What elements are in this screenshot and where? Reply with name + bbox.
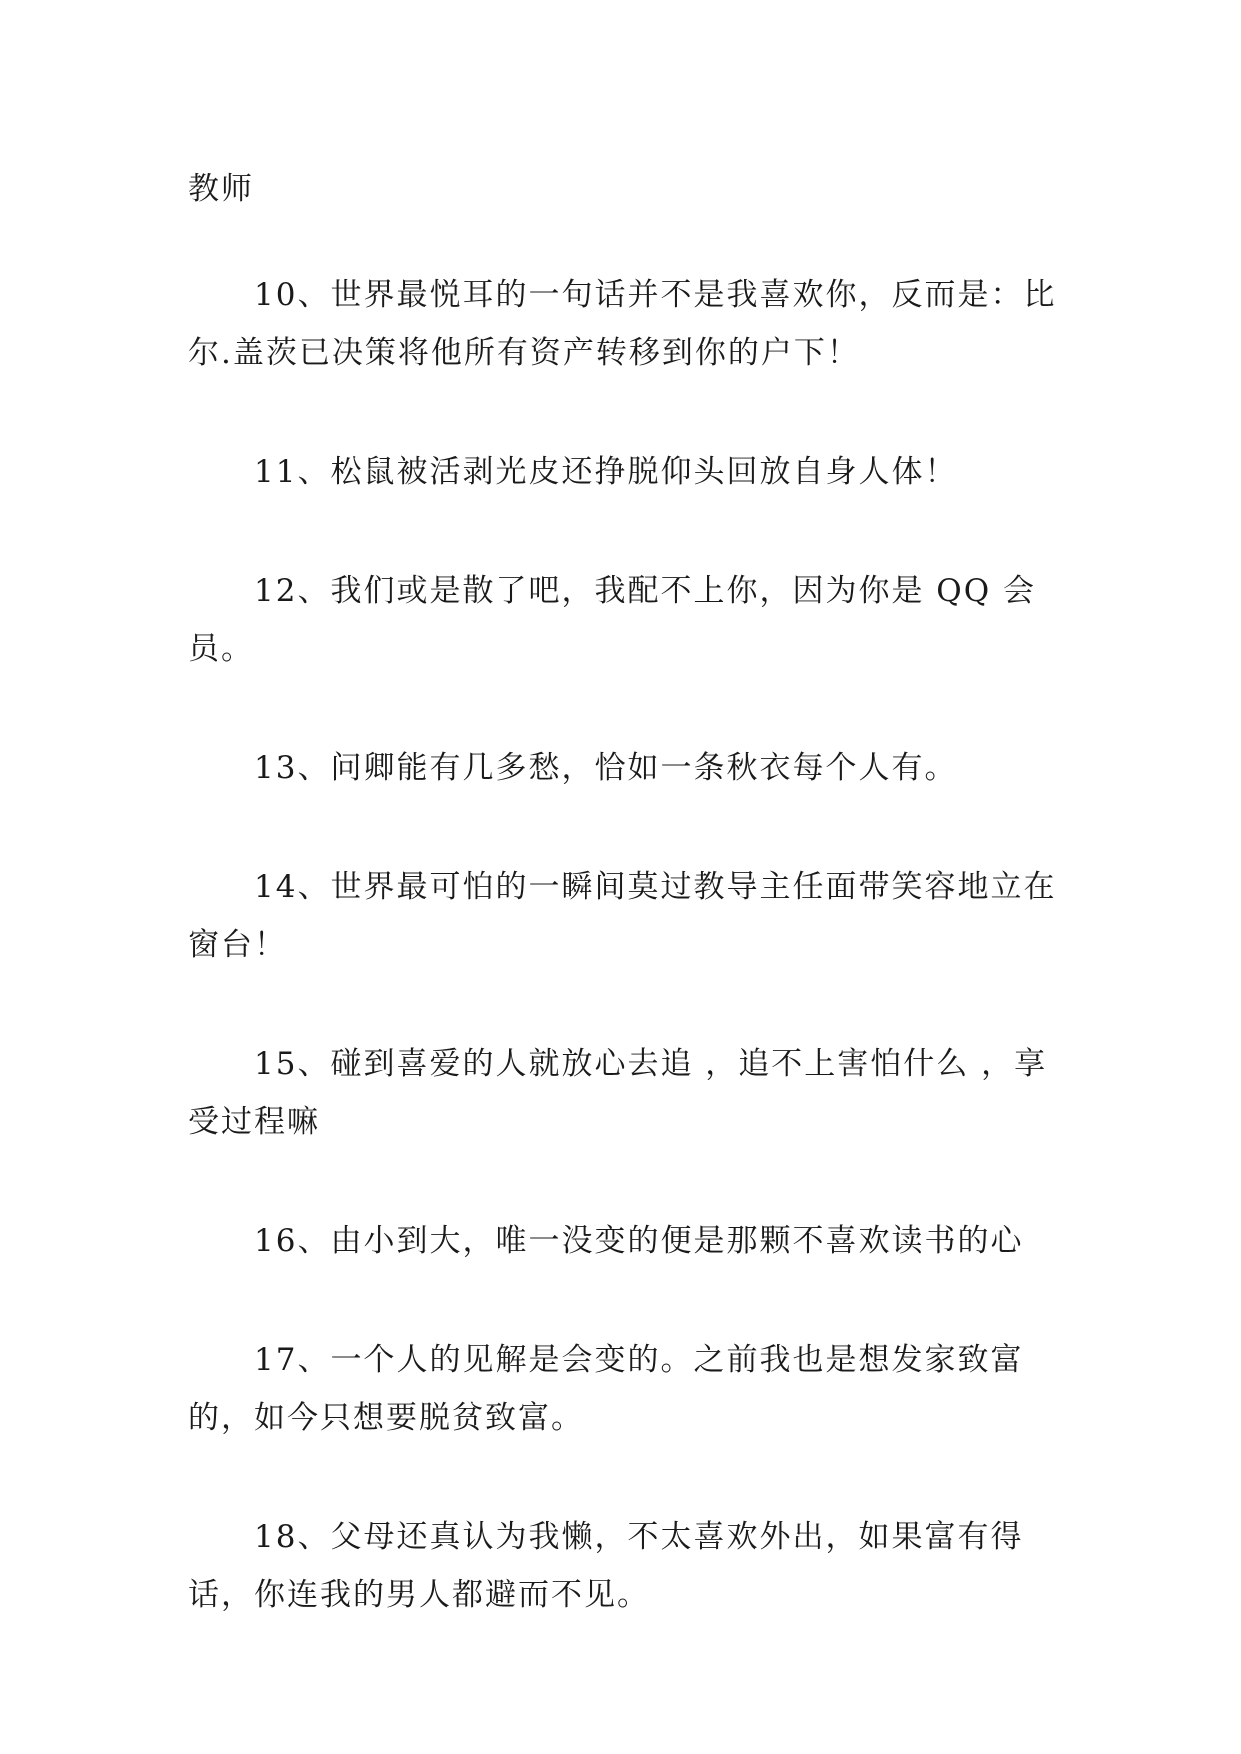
list-item: 13、问卿能有几多愁，恰如一条秋衣每个人有。: [254, 750, 958, 786]
list-item: 12、我们或是散了吧，我配不上你，因为你是 QQ 会员。: [188, 573, 1036, 667]
list-item: 18、父母还真认为我懒，不太喜欢外出，如果富有得话，你连我的男人都避而不见。: [188, 1519, 1024, 1613]
list-item: 11、松鼠被活剥光皮还挣脱仰头回放自身人体！: [254, 454, 958, 490]
document-body: [188, 160, 1058, 1624]
section-heading: 教师: [188, 171, 254, 207]
list-item: 15、碰到喜爱的人就放心去追 ，追不上害怕什么 ，享受过程嘛: [188, 1046, 1048, 1140]
list-item: 17、一个人的见解是会变的。之前我也是想发家致富的，如今只想要脱贫致富。: [188, 1342, 1024, 1436]
list-item: 10、世界最悦耳的一句话并不是我喜欢你，反而是：比尔.盖茨已决策将他所有资产转移到你的户下！: [188, 277, 1057, 371]
list-item: 14、世界最可怕的一瞬间莫过教导主任面带笑容地立在窗台！: [188, 869, 1057, 963]
list-item: 16、由小到大，唯一没变的便是那颗不喜欢读书的心: [254, 1223, 1024, 1259]
